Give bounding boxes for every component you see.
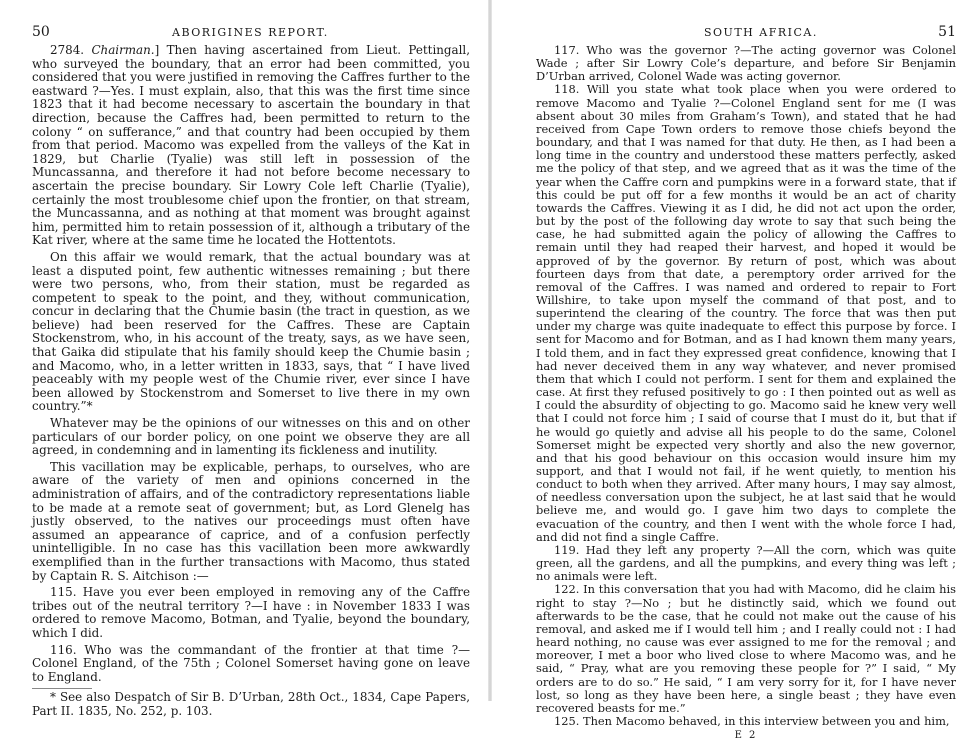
right-paragraph-5: 125. Then Macomo behaved, in this interview between you and him, bbox=[554, 713, 950, 728]
left-paragraph-5: 115. Have you ever been employed in removing any of the Caffre tribes out of the neutral territory ?—I have : in November 1833 I was ordered to remove Macomo, Botman, and Tyalie, beyond the boundary, which I did. bbox=[32, 585, 470, 640]
left-page bbox=[0, 0, 488, 718]
paragraph-text: ] Then having ascertained from Lieut. Pettingall, who surveyed the boundary, that an error had been committed, you considered that you were justified in removing the Caffres further to the eastward ?—Yes. I must explain, also, that this was the first time since 1823 that it had become necessary to ascertain the boundary in that direction, because the Caffres had, been permitted to return to the colony “ on sufferance,” and that country had been occupied by them from that period. Macomo was expelled from the valleys of the Kat in 1829, but Charlie (Tyalie) was still left in possession of the Muncassanna, and therefore it had not before become necessary to ascertain the precise boundary. Sir Lowry Cole left Charlie (Tyalie), certainly the most troublesome chief upon the frontier, on that stream, the Muncassanna, and as nothing at that moment was brought against him, permitted him to retain possession of it, although a tributary of the Kat river, where at the same time he located the Hottentots. bbox=[32, 43, 470, 248]
right-paragraph-4: 122. In this conversation that you had with Macomo, did he claim his right to stay ?—No ; but he distinctly said, which we found out afterwards to be the case, that he could not make out the cause of his removal, and asked me if I would tell him ; and I really could not : I had heard nothing, no cause was ever assigned to me for the removal ; and moreover, I met a boor who lived close to where Macomo was, and he said, “ Pray, what are you removing these people for ?” I said, “ My orders are to do so.” He said, “ I am very sorry for it, for I have never lost, so long as they have been here, a single beast ; they have even recovered beasts for me.” bbox=[536, 582, 956, 715]
left-paragraph-1 bbox=[32, 44, 470, 248]
footnote-rule bbox=[32, 688, 92, 689]
right-page-body bbox=[536, 44, 956, 741]
left-page-number: 50 bbox=[32, 24, 50, 40]
footnote: * See also Despatch of Sir B. D’Urban, 28th Oct., 1834, Cape Papers, Part II. 1835, No. 252, p. 103. bbox=[32, 690, 470, 718]
left-paragraph-2: On this affair we would remark, that the actual boundary was at least a disputed point, few authentic witnesses remaining ; but there were two persons, who, from their station, must be regarded as competent to speak to the point, and they, without communication, concur in declaring that the Chumie basin (the tract in question, as we believe) had been reserved for the Caffres. These are Captain Stockenstrom, who, in his account of the treaty, says, as we have seen, that Gaika did stipulate that his family should keep the Chumie basin ; and Macomo, who, in a letter written in 1833, says, that “ I have lived peaceably with my people west of the Chumie river, ever since I have been allowed by Stockenstrom and Somerset to live there in my own country.”* bbox=[32, 249, 470, 414]
right-paragraph-2: 118. Will you state what took place when you were ordered to remove Macomo and Tyalie ?—Colonel England sent for me (I was absent about 30 miles from Graham’s Town), and stated that he had received from Cape Town orders to remove those chiefs beyond the boundary, and that I was named for that duty. He then, as I had been a long time in the country and understood these matters perfectly, asked me the policy of that step, and we agreed that as it was the time of the year when the Caffre corn and pumpkins were in a forward state, that if this could be put off for a few months it would be an act of charity towards the Caffres. Viewing it as I did, he did not act upon the order, but by the post of the following day wrote to say that such being the case, he had submitted again the policy of allowing the Caffres to remain until they had reaped their harvest, and hoped it would be approved of by the governor. By return of post, which was about fourteen days from that date, a peremptory order arrived for the removal of the Caffres. I was named and ordered to repair to Fort Willshire, to take upon myself the command of that post, and to superintend the clearing of the country. The force that was then put under my charge was quite inadequate to effect this purpose by force. I sent for Macomo and for Botman, and as I had known them many years, I told them, and in fact they expressed great confidence, knowing that I had never deceived them in any way whatever, and never promised them that which I could not perform. I sent for them and explained the case. At first they refused positively to go : I then pointed out as well as I could the absurdity of objecting to go. Macomo said he knew very well that I could not force him ; I said of course that I must do it, but that if he would go quietly and advise all his people to do the same, Colonel Somerset might be expected very shortly and also the new governor, and that his good behaviour on this occasion would insure him my support, and that I would not fail, if he went quietly, to mention his conduct to both when they arrived. After many hours, I may say almost, of needless conversation upon the subject, he at last said that he would believe me, and would go. I gave him two days to complete the evacuation of the country, and then I went with the whole force I had, and did not find a single Caffre. bbox=[536, 82, 956, 544]
speaker-label: Chairman. bbox=[91, 43, 155, 57]
right-page bbox=[492, 0, 980, 741]
right-paragraph-3: 119. Had they left any property ?—All the corn, which was quite green, all the gardens, and all the pumpkins, and every thing was left ; no animals were left. bbox=[536, 542, 956, 584]
left-page-body bbox=[32, 44, 470, 719]
left-running-title: ABORIGINES REPORT. bbox=[172, 26, 329, 39]
left-running-head bbox=[32, 24, 470, 44]
paragraph-lead: 2784. bbox=[50, 43, 92, 57]
right-running-head bbox=[536, 24, 956, 44]
left-paragraph-4: This vacillation may be explicable, perhaps, to ourselves, who are aware of the variety of men and opinions concerned in the administration of affairs, and of the contradictory representations liable to be made at a remote seat of government; but, as Lord Glenelg has justly observed, to the natives our proceedings must often have assumed an appearance of caprice, and of a confusion perfectly unintelligible. In no case has this vacillation been more awkwardly exemplified than in the further transactions with Macomo, thus stated by Captain R. S. Aitchison :— bbox=[32, 459, 470, 583]
left-paragraph-3: Whatever may be the opinions of our witnesses on this and on other particulars of our border policy, on one point we observe they are all agreed, in condemning and in lamenting its fickleness and inutility. bbox=[32, 416, 470, 458]
right-running-title: SOUTH AFRICA. bbox=[704, 26, 818, 39]
left-paragraph-6: 116. Who was the commandant of the frontier at that time ?—Colonel England, of the 75th ; Colonel Somerset having gone on leave to England. bbox=[32, 642, 470, 684]
right-page-number: 51 bbox=[938, 24, 956, 40]
signature-mark: E 2 bbox=[734, 730, 758, 741]
right-paragraph-1: 117. Who was the governor ?—The acting governor was Colonel Wade ; after Sir Lowry Cole’s departure, and before Sir Benjamin D’Urban arrived, Colonel Wade was acting governor. bbox=[536, 43, 956, 84]
